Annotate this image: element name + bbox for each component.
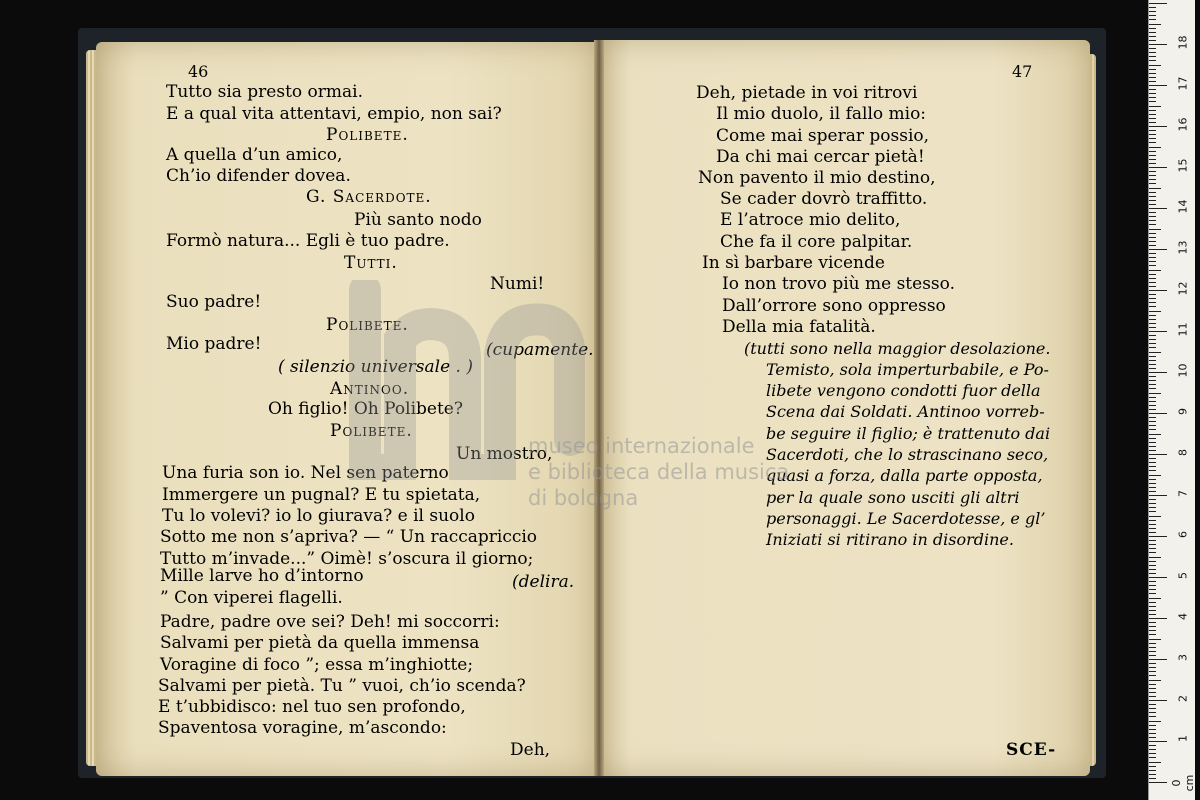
ruler-tick: [1149, 593, 1156, 594]
text-line: Da chi mai cercar pietà!: [716, 147, 925, 167]
ruler-tick: [1149, 356, 1156, 357]
ruler-tick: [1149, 167, 1167, 168]
ruler-tick: [1149, 557, 1161, 558]
ruler-tick: [1149, 655, 1156, 656]
ruler-tick: [1149, 7, 1156, 8]
speaker-name: Polibete.: [330, 421, 413, 441]
ruler-label: 15: [1176, 158, 1190, 173]
ruler-tick: [1149, 200, 1156, 201]
ruler-unit-label: 0 cm: [1170, 774, 1196, 792]
speaker-name: Tutti.: [344, 253, 398, 273]
ruler-tick: [1149, 28, 1156, 29]
ruler-tick: [1149, 429, 1156, 430]
ruler-tick: [1149, 528, 1156, 529]
ruler-tick: [1149, 421, 1156, 422]
text-line: Mio padre!: [166, 334, 262, 354]
speaker-name: Antinoo.: [330, 379, 410, 399]
ruler-tick: [1149, 581, 1156, 582]
text-line: Non pavento il mio destino,: [698, 168, 936, 188]
ruler-tick: [1149, 175, 1156, 176]
ruler-tick: [1149, 319, 1156, 320]
ruler-label: 4: [1176, 613, 1190, 620]
ruler-tick: [1149, 634, 1156, 635]
text-line: Formò natura... Egli è tuo padre.: [166, 231, 450, 251]
ruler-tick: [1149, 347, 1156, 348]
ruler-tick: [1149, 77, 1156, 78]
ruler-tick: [1149, 671, 1156, 672]
ruler-tick: [1149, 52, 1156, 53]
ruler-tick: [1149, 721, 1161, 722]
stage-direction: Sacerdoti, che lo strascinano seco,: [766, 445, 1049, 464]
ruler-tick: [1149, 36, 1156, 37]
ruler-tick: [1149, 171, 1156, 172]
ruler-tick: [1149, 524, 1156, 525]
ruler-tick: [1149, 401, 1156, 402]
ruler-tick: [1149, 454, 1167, 455]
speaker-name: Polibete.: [326, 315, 409, 335]
text-line: Numi!: [490, 274, 545, 294]
text-line: Più santo nodo: [354, 210, 482, 230]
watermark-text-line3: di bologna: [528, 486, 639, 510]
ruler-tick: [1149, 265, 1156, 266]
ruler-tick: [1149, 675, 1156, 676]
ruler-tick: [1149, 65, 1161, 66]
ruler-tick: [1149, 323, 1156, 324]
text-line: ” Con viperei flagelli.: [160, 588, 343, 608]
text-line: Tutto m’invade...” Oimè! s’oscura il giorno;: [160, 549, 534, 569]
ruler-tick: [1149, 118, 1156, 119]
ruler-tick: [1149, 626, 1156, 627]
ruler-tick: [1149, 3, 1167, 4]
ruler-tick: [1149, 704, 1156, 705]
ruler-tick: [1149, 335, 1156, 336]
ruler-tick: [1149, 442, 1156, 443]
ruler-tick: [1149, 81, 1156, 82]
stage-direction: libete vengono condotti fuor della: [766, 381, 1041, 400]
stage-direction: ( silenzio universale . ): [278, 357, 474, 377]
ruler-tick: [1149, 495, 1167, 496]
ruler-tick: [1149, 745, 1156, 746]
ruler-tick: [1149, 142, 1156, 143]
ruler-tick: [1149, 397, 1156, 398]
ruler-tick: [1149, 458, 1156, 459]
ruler-tick: [1149, 216, 1156, 217]
ruler-tick: [1149, 548, 1156, 549]
stage-direction: Scena dai Soldati. Antinoo vorreb-: [766, 402, 1045, 421]
ruler-tick: [1149, 241, 1156, 242]
ruler-tick: [1149, 749, 1156, 750]
ruler-tick: [1149, 585, 1156, 586]
ruler-label: 3: [1176, 654, 1190, 661]
text-line: Tu lo volevi? io lo giurava? e il suolo: [162, 506, 475, 526]
ruler-tick: [1149, 278, 1156, 279]
stage-direction: Temisto, sola imperturbabile, e Po-: [766, 360, 1049, 379]
text-line: Tutto sia presto ormai.: [166, 82, 364, 102]
ruler-tick: [1149, 614, 1156, 615]
ruler-label: 18: [1176, 35, 1190, 50]
ruler-tick: [1149, 684, 1156, 685]
ruler-label: 10: [1176, 363, 1190, 378]
ruler-tick: [1149, 417, 1156, 418]
text-line: In sì barbare vicende: [702, 253, 885, 273]
book-gutter: [594, 40, 604, 776]
ruler-tick: [1149, 503, 1156, 504]
ruler-tick: [1149, 540, 1156, 541]
ruler-label: 1: [1176, 735, 1190, 742]
ruler-label: 9: [1176, 408, 1190, 415]
ruler-tick: [1149, 224, 1156, 225]
ruler-label: 12: [1176, 281, 1190, 296]
ruler-tick: [1149, 282, 1156, 283]
ruler-tick: [1149, 15, 1156, 16]
catchword: Deh,: [510, 740, 551, 760]
ruler-tick: [1149, 716, 1156, 717]
ruler-tick: [1149, 680, 1161, 681]
ruler-tick: [1149, 770, 1156, 771]
ruler-tick: [1149, 610, 1156, 611]
ruler-tick: [1149, 741, 1167, 742]
ruler-tick: [1149, 364, 1156, 365]
speaker-name: G. Sacerdote.: [306, 187, 432, 207]
ruler-tick: [1149, 237, 1156, 238]
ruler-tick: [1149, 60, 1156, 61]
ruler-tick: [1149, 466, 1156, 467]
ruler-tick: [1149, 286, 1156, 287]
ruler-tick: [1149, 409, 1156, 410]
watermark-text-line1: museo internazionale: [528, 434, 755, 458]
stage-direction: personaggi. Le Sacerdotesse, e gl’: [766, 509, 1046, 528]
ruler-tick: [1149, 405, 1156, 406]
text-line: Voragine di foco ”; essa m’inghiotte;: [160, 655, 474, 675]
ruler-label: 5: [1176, 572, 1190, 579]
ruler-tick: [1149, 602, 1156, 603]
ruler-tick: [1149, 114, 1156, 115]
ruler-tick: [1149, 339, 1156, 340]
ruler-tick: [1149, 577, 1167, 578]
ruler-tick: [1149, 147, 1161, 148]
page-number-left: 46: [188, 62, 209, 81]
ruler-tick: [1149, 487, 1156, 488]
ruler-tick: [1149, 507, 1156, 508]
ruler-tick: [1149, 306, 1156, 307]
ruler-tick: [1149, 151, 1156, 152]
text-line: Dall’orrore sono oppresso: [722, 296, 946, 316]
ruler-tick: [1149, 159, 1156, 160]
stage-direction: quasi a forza, dalla parte opposta,: [766, 466, 1043, 485]
stage-direction: be seguire il figlio; è trattenuto dai: [766, 424, 1051, 443]
ruler-tick: [1149, 536, 1167, 537]
ruler-tick: [1149, 762, 1161, 763]
text-line: A quella d’un amico,: [166, 145, 343, 165]
ruler-tick: [1149, 700, 1167, 701]
ruler-tick: [1149, 183, 1156, 184]
ruler-tick: [1149, 696, 1156, 697]
ruler-tick: [1149, 368, 1156, 369]
ruler-tick: [1149, 757, 1156, 758]
stage-direction: per la quale sono usciti gli altri: [766, 488, 1020, 507]
ruler-tick: [1149, 483, 1156, 484]
ruler-tick: [1149, 450, 1156, 451]
ruler-label: 11: [1176, 322, 1190, 337]
ruler-tick: [1149, 622, 1156, 623]
ruler-tick: [1149, 294, 1156, 295]
ruler-tick: [1149, 774, 1156, 775]
ruler-tick: [1149, 561, 1156, 562]
text-line: Sotto me non s’apriva? — “ Un raccapriccio: [160, 527, 538, 547]
ruler-tick: [1149, 573, 1156, 574]
ruler-tick: [1149, 434, 1161, 435]
ruler-tick: [1149, 438, 1156, 439]
text-line: Salvami per pietà da quella immensa: [160, 633, 480, 653]
ruler-tick: [1149, 606, 1156, 607]
measuring-ruler: [1148, 0, 1195, 800]
ruler-tick: [1149, 48, 1156, 49]
text-line: Io non trovo più me stesso.: [722, 274, 955, 294]
ruler-tick: [1149, 708, 1156, 709]
text-line: Se cader dovrò traffitto.: [720, 189, 928, 209]
ruler-tick: [1149, 101, 1156, 102]
ruler-tick: [1149, 97, 1156, 98]
ruler-tick: [1149, 331, 1167, 332]
ruler-tick: [1149, 229, 1161, 230]
ruler-tick: [1149, 245, 1156, 246]
text-line: E a qual vita attentavi, empio, non sai?: [166, 104, 502, 124]
ruler-tick: [1149, 24, 1161, 25]
ruler-tick: [1149, 413, 1167, 414]
ruler-tick: [1149, 589, 1156, 590]
text-line: Il mio duolo, il fallo mio:: [716, 104, 927, 124]
ruler-tick: [1149, 647, 1156, 648]
ruler-tick: [1149, 565, 1156, 566]
ruler-tick: [1149, 729, 1156, 730]
ruler-tick: [1149, 479, 1156, 480]
text-line: Che fa il core palpitar.: [720, 232, 913, 252]
ruler-tick: [1149, 643, 1156, 644]
ruler-tick: [1149, 274, 1156, 275]
ruler-tick: [1149, 233, 1156, 234]
ruler-tick: [1149, 425, 1156, 426]
ruler-tick: [1149, 110, 1156, 111]
speaker-name: Polibete.: [326, 125, 409, 145]
ruler-tick: [1149, 712, 1156, 713]
text-line: Suo padre!: [166, 292, 262, 312]
ruler-tick: [1149, 569, 1156, 570]
ruler-tick: [1149, 192, 1156, 193]
ruler-label: 8: [1176, 449, 1190, 456]
catchword: SCE-: [1006, 740, 1057, 760]
ruler-label: 13: [1176, 240, 1190, 255]
text-line: Padre, padre ove sei? Deh! mi soccorri:: [160, 612, 500, 632]
text-line: Oh figlio! Oh Polibete?: [268, 399, 463, 419]
ruler-tick: [1149, 126, 1167, 127]
ruler-tick: [1149, 155, 1156, 156]
ruler-tick: [1149, 311, 1161, 312]
ruler-tick: [1149, 544, 1156, 545]
stage-direction: Iniziati si ritirano in disordine.: [766, 530, 1014, 549]
ruler-tick: [1149, 106, 1161, 107]
ruler-tick: [1149, 618, 1167, 619]
ruler-tick: [1149, 511, 1156, 512]
ruler-tick: [1149, 257, 1156, 258]
ruler-tick: [1149, 639, 1161, 640]
page-number-right: 47: [1012, 62, 1033, 81]
ruler-tick: [1149, 475, 1161, 476]
text-line: Come mai sperar possio,: [716, 126, 930, 146]
text-line: Un mostro,: [456, 444, 553, 464]
ruler-tick: [1149, 446, 1156, 447]
ruler-tick: [1149, 651, 1156, 652]
ruler-tick: [1149, 220, 1156, 221]
stage-direction: (cupamente.: [486, 340, 594, 360]
ruler-tick: [1149, 376, 1156, 377]
ruler-tick: [1149, 56, 1156, 57]
ruler-tick: [1149, 462, 1156, 463]
ruler-tick: [1149, 470, 1156, 471]
ruler-tick: [1149, 516, 1161, 517]
ruler-tick: [1149, 327, 1156, 328]
ruler-tick: [1149, 134, 1156, 135]
ruler-tick: [1149, 208, 1167, 209]
ruler-tick: [1149, 122, 1156, 123]
text-line: Salvami per pietà. Tu ” vuoi, ch’io scenda?: [158, 676, 526, 696]
text-line: Della mia fatalità.: [722, 317, 876, 337]
ruler-tick: [1149, 663, 1156, 664]
ruler-label: 16: [1176, 117, 1190, 132]
text-line: Mille larve ho d’intorno: [160, 566, 364, 586]
ruler-tick: [1149, 188, 1161, 189]
ruler-label: 2: [1176, 695, 1190, 702]
stage-direction: (delira.: [512, 572, 575, 592]
ruler-tick: [1149, 380, 1156, 381]
ruler-tick: [1149, 315, 1156, 316]
ruler-tick: [1149, 692, 1156, 693]
ruler-tick: [1149, 44, 1167, 45]
ruler-tick: [1149, 32, 1156, 33]
ruler-tick: [1149, 352, 1161, 353]
ruler-tick: [1149, 302, 1156, 303]
text-line: E l’atroce mio delito,: [720, 210, 901, 230]
ruler-tick: [1149, 782, 1167, 783]
text-line: E t’ubbidisco: nel tuo sen profondo,: [158, 697, 466, 717]
ruler-tick: [1149, 520, 1156, 521]
ruler-tick: [1149, 270, 1161, 271]
ruler-tick: [1149, 766, 1156, 767]
ruler-tick: [1149, 725, 1156, 726]
ruler-tick: [1149, 196, 1156, 197]
ruler-tick: [1149, 753, 1156, 754]
ruler-tick: [1149, 499, 1156, 500]
ruler-tick: [1149, 343, 1156, 344]
ruler-tick: [1149, 733, 1156, 734]
ruler-tick: [1149, 532, 1156, 533]
ruler-label: 7: [1176, 490, 1190, 497]
ruler-tick: [1149, 253, 1156, 254]
ruler-tick: [1149, 630, 1156, 631]
ruler-tick: [1149, 552, 1156, 553]
ruler-tick: [1149, 388, 1156, 389]
ruler-tick: [1149, 384, 1156, 385]
ruler-tick: [1149, 688, 1156, 689]
ruler-tick: [1149, 69, 1156, 70]
ruler-tick: [1149, 737, 1156, 738]
ruler-tick: [1149, 261, 1156, 262]
ruler-tick: [1149, 360, 1156, 361]
ruler-tick: [1149, 130, 1156, 131]
ruler-tick: [1149, 667, 1156, 668]
watermark-text-line2: e biblioteca della musica: [528, 460, 790, 484]
ruler-tick: [1149, 249, 1167, 250]
ruler-tick: [1149, 89, 1156, 90]
ruler-tick: [1149, 290, 1167, 291]
ruler-tick: [1149, 298, 1156, 299]
ruler-tick: [1149, 598, 1161, 599]
ruler-label: 17: [1176, 76, 1190, 91]
text-line: Una furia son io. Nel sen paterno: [162, 463, 449, 483]
text-line: Spaventosa voragine, m’ascondo:: [158, 718, 447, 738]
ruler-tick: [1149, 73, 1156, 74]
ruler-tick: [1149, 372, 1167, 373]
text-line: Deh, pietade in voi ritrovi: [696, 83, 918, 103]
ruler-tick: [1149, 491, 1156, 492]
stage-direction: (tutti sono nella maggior desolazione.: [744, 339, 1051, 358]
ruler-tick: [1149, 393, 1161, 394]
text-line: Ch’io difender dovea.: [166, 166, 351, 186]
ruler-tick: [1149, 179, 1156, 180]
ruler-tick: [1149, 163, 1156, 164]
ruler-tick: [1149, 659, 1167, 660]
text-line: Immergere un pugnal? E tu spietata,: [162, 485, 481, 505]
ruler-tick: [1149, 19, 1156, 20]
ruler-tick: [1149, 40, 1156, 41]
ruler-tick: [1149, 778, 1156, 779]
ruler-label: 14: [1176, 199, 1190, 214]
ruler-tick: [1149, 93, 1156, 94]
ruler-tick: [1149, 212, 1156, 213]
ruler-tick: [1149, 85, 1167, 86]
ruler-tick: [1149, 11, 1156, 12]
ruler-tick: [1149, 204, 1156, 205]
ruler-tick: [1149, 138, 1156, 139]
ruler-label: 6: [1176, 531, 1190, 538]
